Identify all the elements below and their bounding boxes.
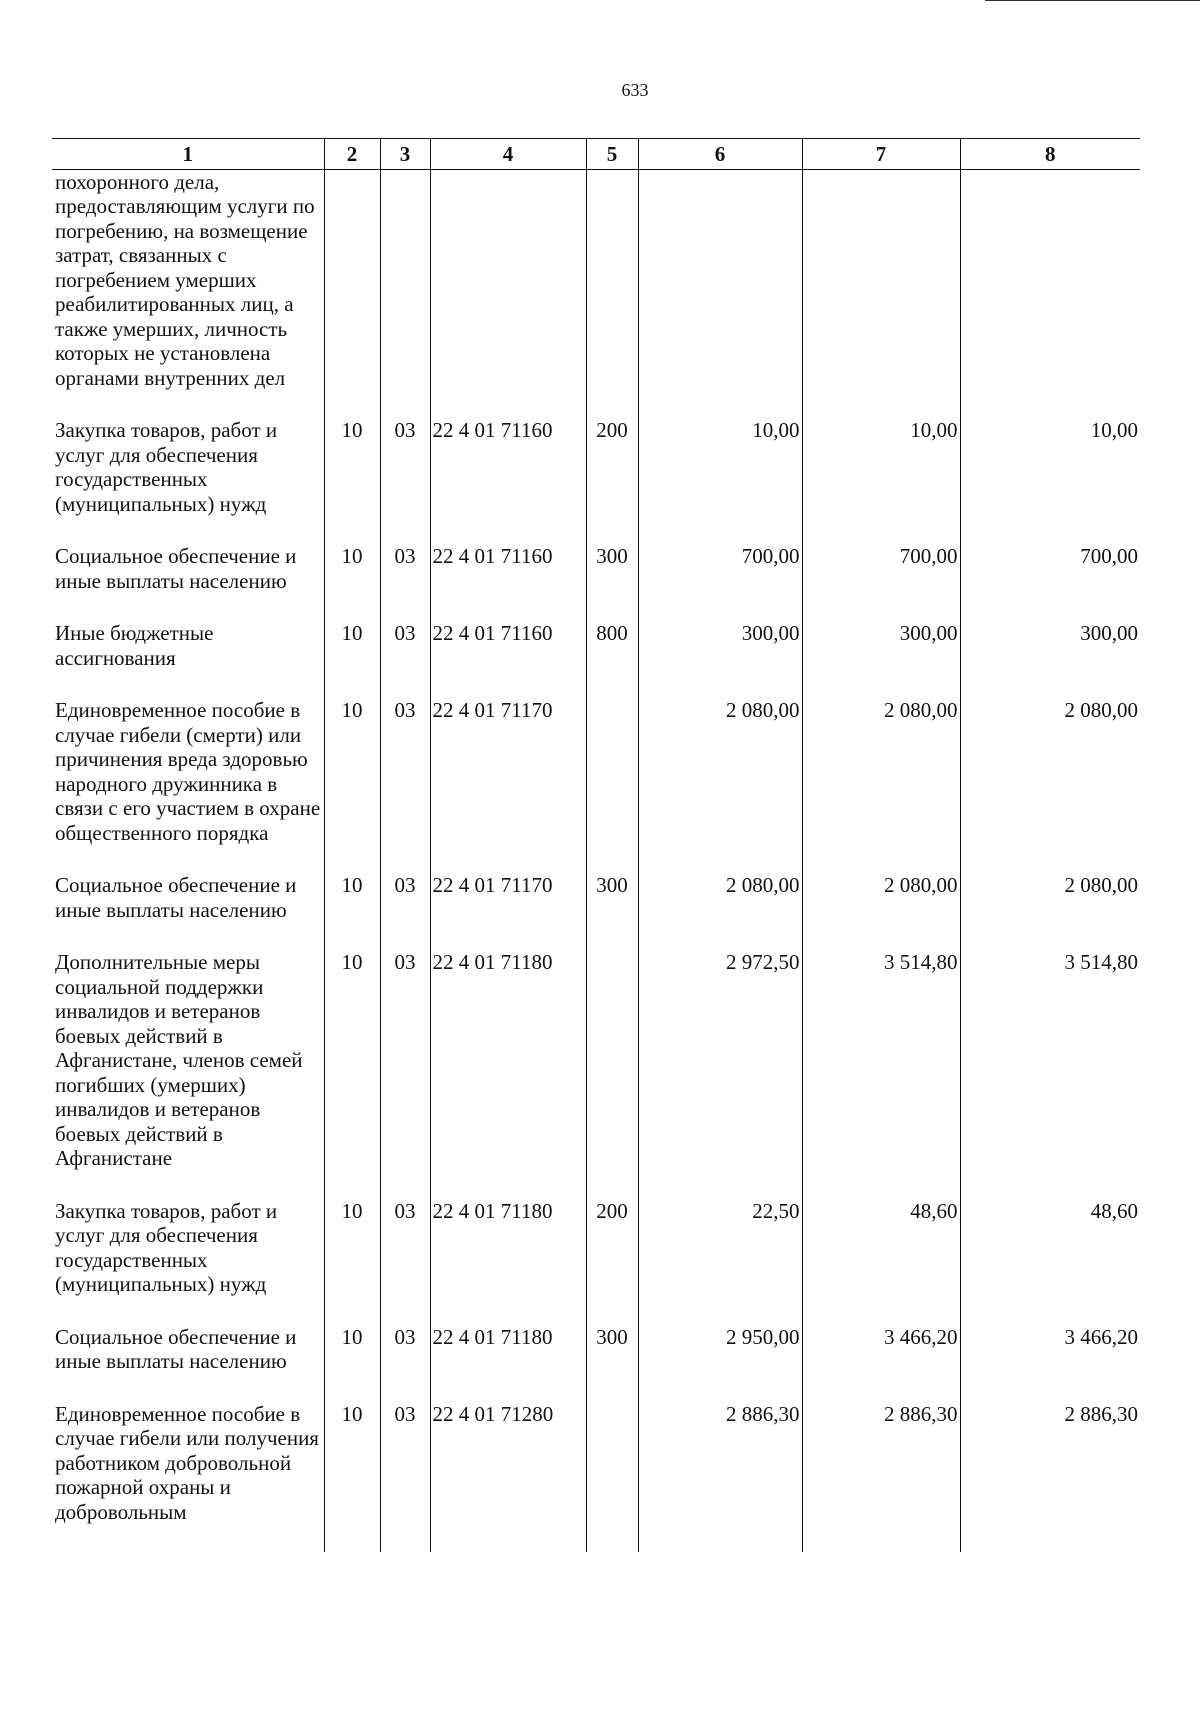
row-subsection-cell: 03	[380, 1325, 430, 1402]
header-col-8: 8	[960, 139, 1140, 170]
row-expense-type-cell: 300	[586, 544, 638, 621]
row-section-cell	[324, 169, 380, 418]
row-section-cell: 10	[324, 1199, 380, 1325]
row-section-cell: 10	[324, 950, 380, 1199]
table-row	[52, 1402, 1140, 1553]
row-subsection-cell: 03	[380, 950, 430, 1199]
table-header	[52, 139, 1140, 170]
row-name-cell: Социальное обеспечение и иные выплаты населению	[55, 544, 297, 593]
row-amount-col6-cell: 300,00	[638, 621, 802, 698]
row-expense-type-cell: 200	[586, 418, 638, 544]
row-target-code-cell: 22 4 01 71180	[430, 1325, 586, 1402]
header-col-3: 3	[380, 139, 430, 170]
row-amount-col6-cell: 700,00	[638, 544, 802, 621]
table-row	[52, 418, 1140, 544]
row-expense-type-cell: 300	[586, 1325, 638, 1402]
header-col-2: 2	[324, 139, 380, 170]
row-amount-col6-cell	[638, 169, 802, 418]
row-amount-col8-cell: 2 080,00	[960, 698, 1140, 873]
table-body	[52, 169, 1140, 1552]
row-amount-col8-cell: 48,60	[960, 1199, 1140, 1325]
row-expense-type-cell: 300	[586, 873, 638, 950]
row-amount-col7-cell: 10,00	[802, 418, 960, 544]
row-subsection-cell: 03	[380, 873, 430, 950]
row-subsection-cell: 03	[380, 1402, 430, 1553]
table-row	[52, 950, 1140, 1199]
row-target-code-cell: 22 4 01 71160	[430, 418, 586, 544]
row-target-code-cell: 22 4 01 71170	[430, 873, 586, 950]
row-amount-col6-cell: 22,50	[638, 1199, 802, 1325]
row-amount-col8-cell: 700,00	[960, 544, 1140, 621]
row-amount-col8-cell	[960, 169, 1140, 418]
row-expense-type-cell	[586, 950, 638, 1199]
row-subsection-cell	[380, 169, 430, 418]
table-row	[52, 621, 1140, 698]
row-target-code-cell: 22 4 01 71280	[430, 1402, 586, 1553]
row-subsection-cell: 03	[380, 544, 430, 621]
row-amount-col7-cell: 3 466,20	[802, 1325, 960, 1402]
row-amount-col6-cell: 2 886,30	[638, 1402, 802, 1553]
row-target-code-cell: 22 4 01 71160	[430, 544, 586, 621]
row-amount-col6-cell: 2 950,00	[638, 1325, 802, 1402]
header-row	[52, 139, 1140, 170]
row-name-cell: Социальное обеспечение и иные выплаты населению	[55, 873, 297, 922]
row-amount-col8-cell: 3 514,80	[960, 950, 1140, 1199]
row-section-cell: 10	[324, 621, 380, 698]
row-amount-col7-cell: 700,00	[802, 544, 960, 621]
page-number: 633	[621, 80, 649, 100]
row-expense-type-cell	[586, 1402, 638, 1553]
row-amount-col8-cell: 10,00	[960, 418, 1140, 544]
table-row	[52, 544, 1140, 621]
table-row	[52, 698, 1140, 873]
row-section-cell: 10	[324, 698, 380, 873]
row-amount-col8-cell: 2 080,00	[960, 873, 1140, 950]
row-name-cell: Дополнительные меры социальной поддержки инвалидов и ветеранов боевых действий в Афганистане, членов семей погибших (умерших) инвалидов и ветеранов боевых действий в Афганистане	[55, 950, 303, 1170]
row-name-cell: Социальное обеспечение и иные выплаты населению	[55, 1324, 297, 1373]
row-target-code-cell: 22 4 01 71180	[430, 1199, 586, 1325]
table-row	[52, 1199, 1140, 1325]
row-subsection-cell: 03	[380, 418, 430, 544]
row-amount-col8-cell: 2 886,30	[960, 1402, 1140, 1553]
top-edge-rule	[985, 0, 1200, 1]
row-name-cell: Единовременное пособие в случае гибели (смерти) или причинения вреда здоровью народного дружинника в связи с его участием в охране общественного порядка	[55, 698, 321, 845]
row-expense-type-cell: 800	[586, 621, 638, 698]
row-amount-col7-cell: 2 080,00	[802, 873, 960, 950]
row-name-cell: Закупка товаров, работ и услуг для обеспечения государственных (муниципальных) нужд	[55, 1198, 278, 1296]
row-expense-type-cell	[586, 169, 638, 418]
row-section-cell: 10	[324, 1325, 380, 1402]
row-amount-col6-cell: 2 972,50	[638, 950, 802, 1199]
row-target-code-cell	[430, 169, 586, 418]
row-section-cell: 10	[324, 1402, 380, 1553]
table-row	[52, 1325, 1140, 1402]
header-col-4: 4	[430, 139, 586, 170]
header-col-6: 6	[638, 139, 802, 170]
row-target-code-cell: 22 4 01 71170	[430, 698, 586, 873]
row-name-cell: Единовременное пособие в случае гибели или получения работником добровольной пожарной охраны и добровольным	[55, 1401, 319, 1524]
row-name-cell: Закупка товаров, работ и услуг для обеспечения государственных (муниципальных) нужд	[55, 418, 278, 516]
row-amount-col6-cell: 2 080,00	[638, 698, 802, 873]
header-col-5: 5	[586, 139, 638, 170]
row-amount-col7-cell: 2 886,30	[802, 1402, 960, 1553]
row-amount-col7-cell: 2 080,00	[802, 698, 960, 873]
row-subsection-cell: 03	[380, 698, 430, 873]
row-subsection-cell: 03	[380, 1199, 430, 1325]
row-amount-col7-cell: 3 514,80	[802, 950, 960, 1199]
row-target-code-cell: 22 4 01 71160	[430, 621, 586, 698]
row-section-cell: 10	[324, 418, 380, 544]
row-amount-col8-cell: 300,00	[960, 621, 1140, 698]
row-section-cell: 10	[324, 544, 380, 621]
row-amount-col7-cell	[802, 169, 960, 418]
row-name-cell: похоронного дела, предоставляющим услуги по погребению, на возмещение затрат, связанных с погребением умерших реабилитированных лиц, а также умерших, личность которых не установлена органами внутренних дел	[55, 169, 315, 390]
row-amount-col6-cell: 10,00	[638, 418, 802, 544]
row-expense-type-cell	[586, 698, 638, 873]
row-name-cell: Иные бюджетные ассигнования	[55, 621, 214, 670]
row-amount-col6-cell: 2 080,00	[638, 873, 802, 950]
row-amount-col7-cell: 48,60	[802, 1199, 960, 1325]
row-amount-col7-cell: 300,00	[802, 621, 960, 698]
row-amount-col8-cell: 3 466,20	[960, 1325, 1140, 1402]
table-row	[52, 873, 1140, 950]
row-section-cell: 10	[324, 873, 380, 950]
budget-table	[52, 138, 1140, 1552]
row-expense-type-cell: 200	[586, 1199, 638, 1325]
table-row	[52, 169, 1140, 418]
row-target-code-cell: 22 4 01 71180	[430, 950, 586, 1199]
row-subsection-cell: 03	[380, 621, 430, 698]
header-col-1: 1	[52, 139, 324, 170]
header-col-7: 7	[802, 139, 960, 170]
